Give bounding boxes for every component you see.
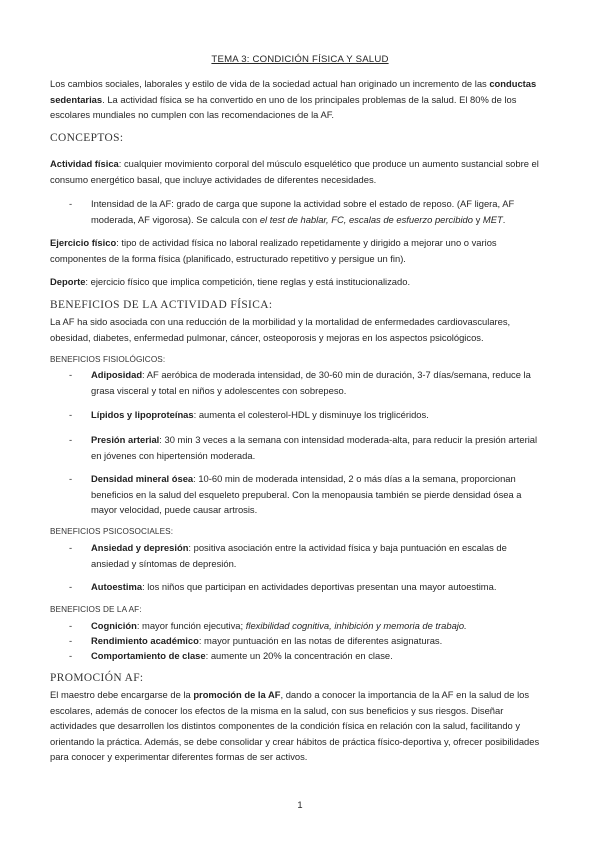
subheading-beneficios-af: BENEFICIOS DE LA AF: <box>50 605 142 614</box>
list-dash: - <box>69 369 73 380</box>
list-item-rendimiento: Rendimiento académico: mayor puntuación en las notas de diferentes asignaturas. <box>91 635 443 646</box>
list-item-densidad: Densidad mineral ósea: 10-60 min de moderada intensidad, 2 o más días a la semana, proporcionan beneficios en la salud del esqueleto prepuberal. Con la menopausia también se pierde densidad ósea a mayor velocidad, puede causar artrosis. <box>91 473 522 516</box>
list-dash: - <box>69 635 73 646</box>
list-dash: - <box>69 473 73 484</box>
subheading-psicosociales: BENEFICIOS PSICOSOCIALES: <box>50 527 174 536</box>
list-item-autoestima: Autoestima: los niños que participan en actividades deportivas presentan una mayor autoestima. <box>91 581 497 592</box>
list-item-adiposidad: Adiposidad: AF aeróbica de moderada intensidad, de 30-60 min de duración, 3-7 días/semana, reduce la grasa visceral y total en niños y adolescentes con sobrepeso. <box>91 369 531 396</box>
list-dash: - <box>69 542 73 553</box>
definition-deporte: Deporte: ejercicio físico que implica competición, tiene reglas y está institucionalizado. <box>50 276 411 287</box>
list-dash: - <box>69 434 73 445</box>
definition-actividad-fisica: Actividad física: cualquier movimiento corporal del músculo esquelético que produce un aumento sustancial sobre el consumo energético basal, que incluye actividades de diferentes necesidades. <box>50 158 539 185</box>
list-dash: - <box>69 581 73 592</box>
list-dash: - <box>69 198 73 209</box>
section-heading-promocion: PROMOCIÓN AF: <box>50 672 144 684</box>
intro-paragraph: Los cambios sociales, laborales y estilo de vida de la sociedad actual han originado un incremento de las conductas sedentarias. La actividad física se ha convertido en uno de los principales problemas de la salud. El 80% de los escolares mundiales no cumplen con las recomendaciones de la AF. <box>50 78 537 121</box>
document-title: TEMA 3: CONDICIÓN FÍSICA Y SALUD <box>211 54 389 65</box>
list-item-intensidad: Intensidad de la AF: grado de carga que supone la actividad sobre el estado de reposo. (AF ligera, AF moderada, AF vigorosa). Se calcula con el test de hablar, FC, escalas de esfuerzo percibido y MET. <box>91 198 515 225</box>
section-heading-conceptos: CONCEPTOS: <box>50 132 124 144</box>
list-item-presion: Presión arterial: 30 min 3 veces a la semana con intensidad moderada-alta, para reducir la presión arterial en jóvenes con hipertensión moderada. <box>91 434 538 461</box>
list-dash: - <box>69 409 73 420</box>
beneficios-intro: La AF ha sido asociada con una reducción de la morbilidad y la mortalidad de enfermedades cardiovasculares, obesidad, diabetes, enfermedad pulmonar, cáncer, osteoporosis y mejoras en los aspectos psicológicos. <box>50 316 511 343</box>
list-item-lipidos: Lípidos y lipoproteínas: aumenta el colesterol-HDL y disminuye los triglicéridos. <box>91 409 429 420</box>
list-item-cognicion: Cognición: mayor función ejecutiva; flexibilidad cognitiva, inhibición y memoria de trabajo. <box>91 620 467 631</box>
definition-ejercicio-fisico: Ejercicio físico: tipo de actividad física no laboral realizado repetidamente y dirigido a mejorar uno o varios componentes de la forma física (planificado, estructurado repetitivo y persigue un fin). <box>50 237 497 264</box>
page-number: 1 <box>297 799 303 810</box>
section-heading-beneficios: BENEFICIOS DE LA ACTIVIDAD FÍSICA: <box>50 299 273 311</box>
list-dash: - <box>69 650 73 661</box>
list-item-ansiedad: Ansiedad y depresión: positiva asociación entre la actividad física y baja puntuación en escalas de ansiedad y síntomas de depresión. <box>91 542 507 569</box>
promocion-paragraph: El maestro debe encargarse de la promoción de la AF, dando a conocer la importancia de la AF en la salud de los escolares, además de conocer los efectos de la misma en la salud, con sus beneficios y sus riesgos. Diseñar actividades que desarrollen los distintos componentes de la condición física en relación con la salud, facilitando y orientando la práctica. Además, se debe consolidar y crear hábitos de práctica físico-deportiva y, ofrecer posibilidades para conocer y experimentar diferentes formas de ser activos. <box>50 689 540 763</box>
list-item-comportamiento: Comportamiento de clase: aumente un 20% la concentración en clase. <box>91 650 393 661</box>
subheading-fisiologicos: BENEFICIOS FISIOLÓGICOS: <box>50 355 166 364</box>
list-dash: - <box>69 620 73 631</box>
